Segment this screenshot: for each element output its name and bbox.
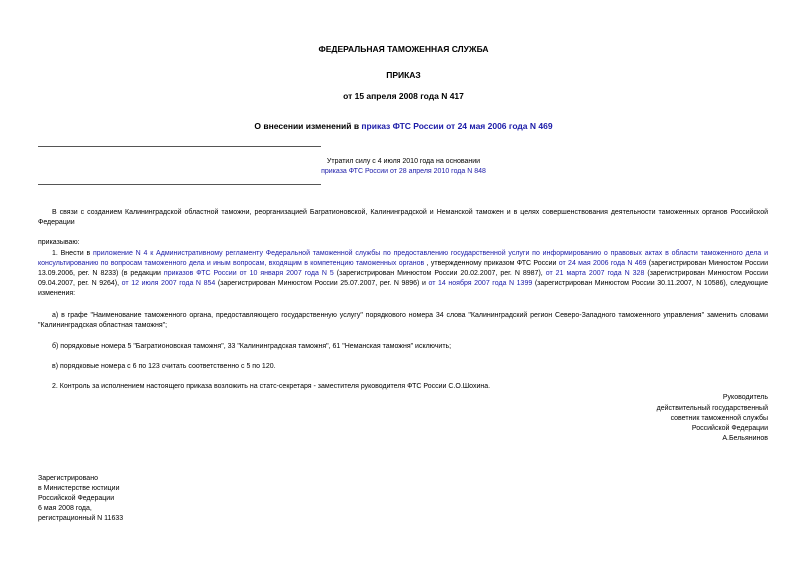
link-order-854[interactable]: от 12 июля 2007 года N 854 <box>121 280 216 287</box>
registration-line: 6 мая 2008 года, <box>38 505 92 512</box>
doc-title-link[interactable]: приказ ФТС России от 24 мая 2006 года N 469 <box>361 121 553 131</box>
order-word: приказываю: <box>38 239 80 246</box>
status-text: Утратил силу с 4 июля 2010 года на основании <box>326 158 481 165</box>
item-1 <box>38 249 768 299</box>
item-1-text-3: (зарегистрирован Минюстом России 13.09.2006, рег. N 8233) (в редакции <box>38 260 768 277</box>
signature-line: Российской Федерации <box>691 425 768 432</box>
link-appendix-4[interactable]: приложение N 4 к Административному регламенту Федеральной таможенной службы по предоставлению государственной услуги по информированию о правовых актах в области таможенного дела и консультированию по вопросам таможенного дела и иным вопросам, входящим в компетенцию таможенных органов <box>38 250 768 267</box>
signature-block <box>468 393 768 444</box>
link-order-1399[interactable]: от 14 ноября 2007 года N 1399 <box>428 280 533 287</box>
item-1-text-5: (зарегистрирован Минюстом России 09.04.2007, рег. N 9264), <box>38 270 768 287</box>
item-1-text-1: 1. Внести в <box>52 250 94 257</box>
registration-block <box>38 474 288 524</box>
registration-line: Российской Федерации <box>38 495 115 502</box>
item-1-text-2: , утвержденному приказом ФТС России <box>424 260 559 267</box>
signature-line: Руководитель <box>722 394 768 401</box>
registration-line: Зарегистрировано <box>38 475 98 482</box>
link-order-469[interactable]: от 24 мая 2006 года N 469 <box>558 260 647 267</box>
doc-title-prefix: О внесении изменений в <box>254 121 362 131</box>
item-1-text-6: (зарегистрирован Минюстом России 25.07.2007, рег. N 9896) и <box>215 280 429 287</box>
agency-name: ФЕДЕРАЛЬНАЯ ТАМОЖЕННАЯ СЛУЖБА <box>318 44 489 54</box>
doc-date-number: от 15 апреля 2008 года N 417 <box>343 91 464 101</box>
item-1-text-7: (зарегистрирован Минюстом России 30.11.2007, N 10586), следующие изменения: <box>38 280 768 297</box>
registration-line: в Министерстве юстиции <box>38 485 120 492</box>
item-1-text-4: (зарегистрирован Минюстом России 20.02.2007, рег. N 8987), <box>333 270 546 277</box>
signature-line: советник таможенной службы <box>670 415 768 422</box>
signature-line: действительный государственный <box>656 405 768 412</box>
doc-title <box>0 121 807 131</box>
doc-type: ПРИКАЗ <box>386 70 421 80</box>
sub-item-v: в) порядковые номера с 6 по 123 считать соответственно с 5 по 120. <box>52 363 276 370</box>
status-rule-top <box>38 146 321 147</box>
sub-item-a: а) в графе "Наименование таможенного органа, предоставляющего государственную услугу" порядкового номера 34 слова "Калининградский регион Северо-Западного таможенного управления" заменить словами "Калининградская областная таможня"; <box>38 312 768 329</box>
registration-line: регистрационный N 11633 <box>38 515 124 522</box>
sub-item-b: б) порядковые номера 5 "Багратионовская таможня", 33 "Калининградская таможня", 61 "Неманская таможня" исключить; <box>52 343 452 350</box>
preamble: В связи с созданием Калининградской областной таможни, реорганизацией Багратионовской, Калининградской и Неманской таможен и в целях совершенствования деятельности таможенных органов Российской Федерации <box>38 209 768 226</box>
link-order-5[interactable]: приказов ФТС России от 10 января 2007 года N 5 <box>163 270 334 277</box>
status-rule-bottom <box>38 184 321 185</box>
link-order-328[interactable]: от 21 марта 2007 года N 328 <box>545 270 645 277</box>
signature-line: А.Бельянинов <box>722 435 768 442</box>
item-2: 2. Контроль за исполнением настоящего приказа возложить на статс-секретаря - заместителя руководителя ФТС России С.О.Шохина. <box>52 383 491 390</box>
status-link[interactable]: приказа ФТС России от 28 апреля 2010 года N 848 <box>321 168 486 175</box>
